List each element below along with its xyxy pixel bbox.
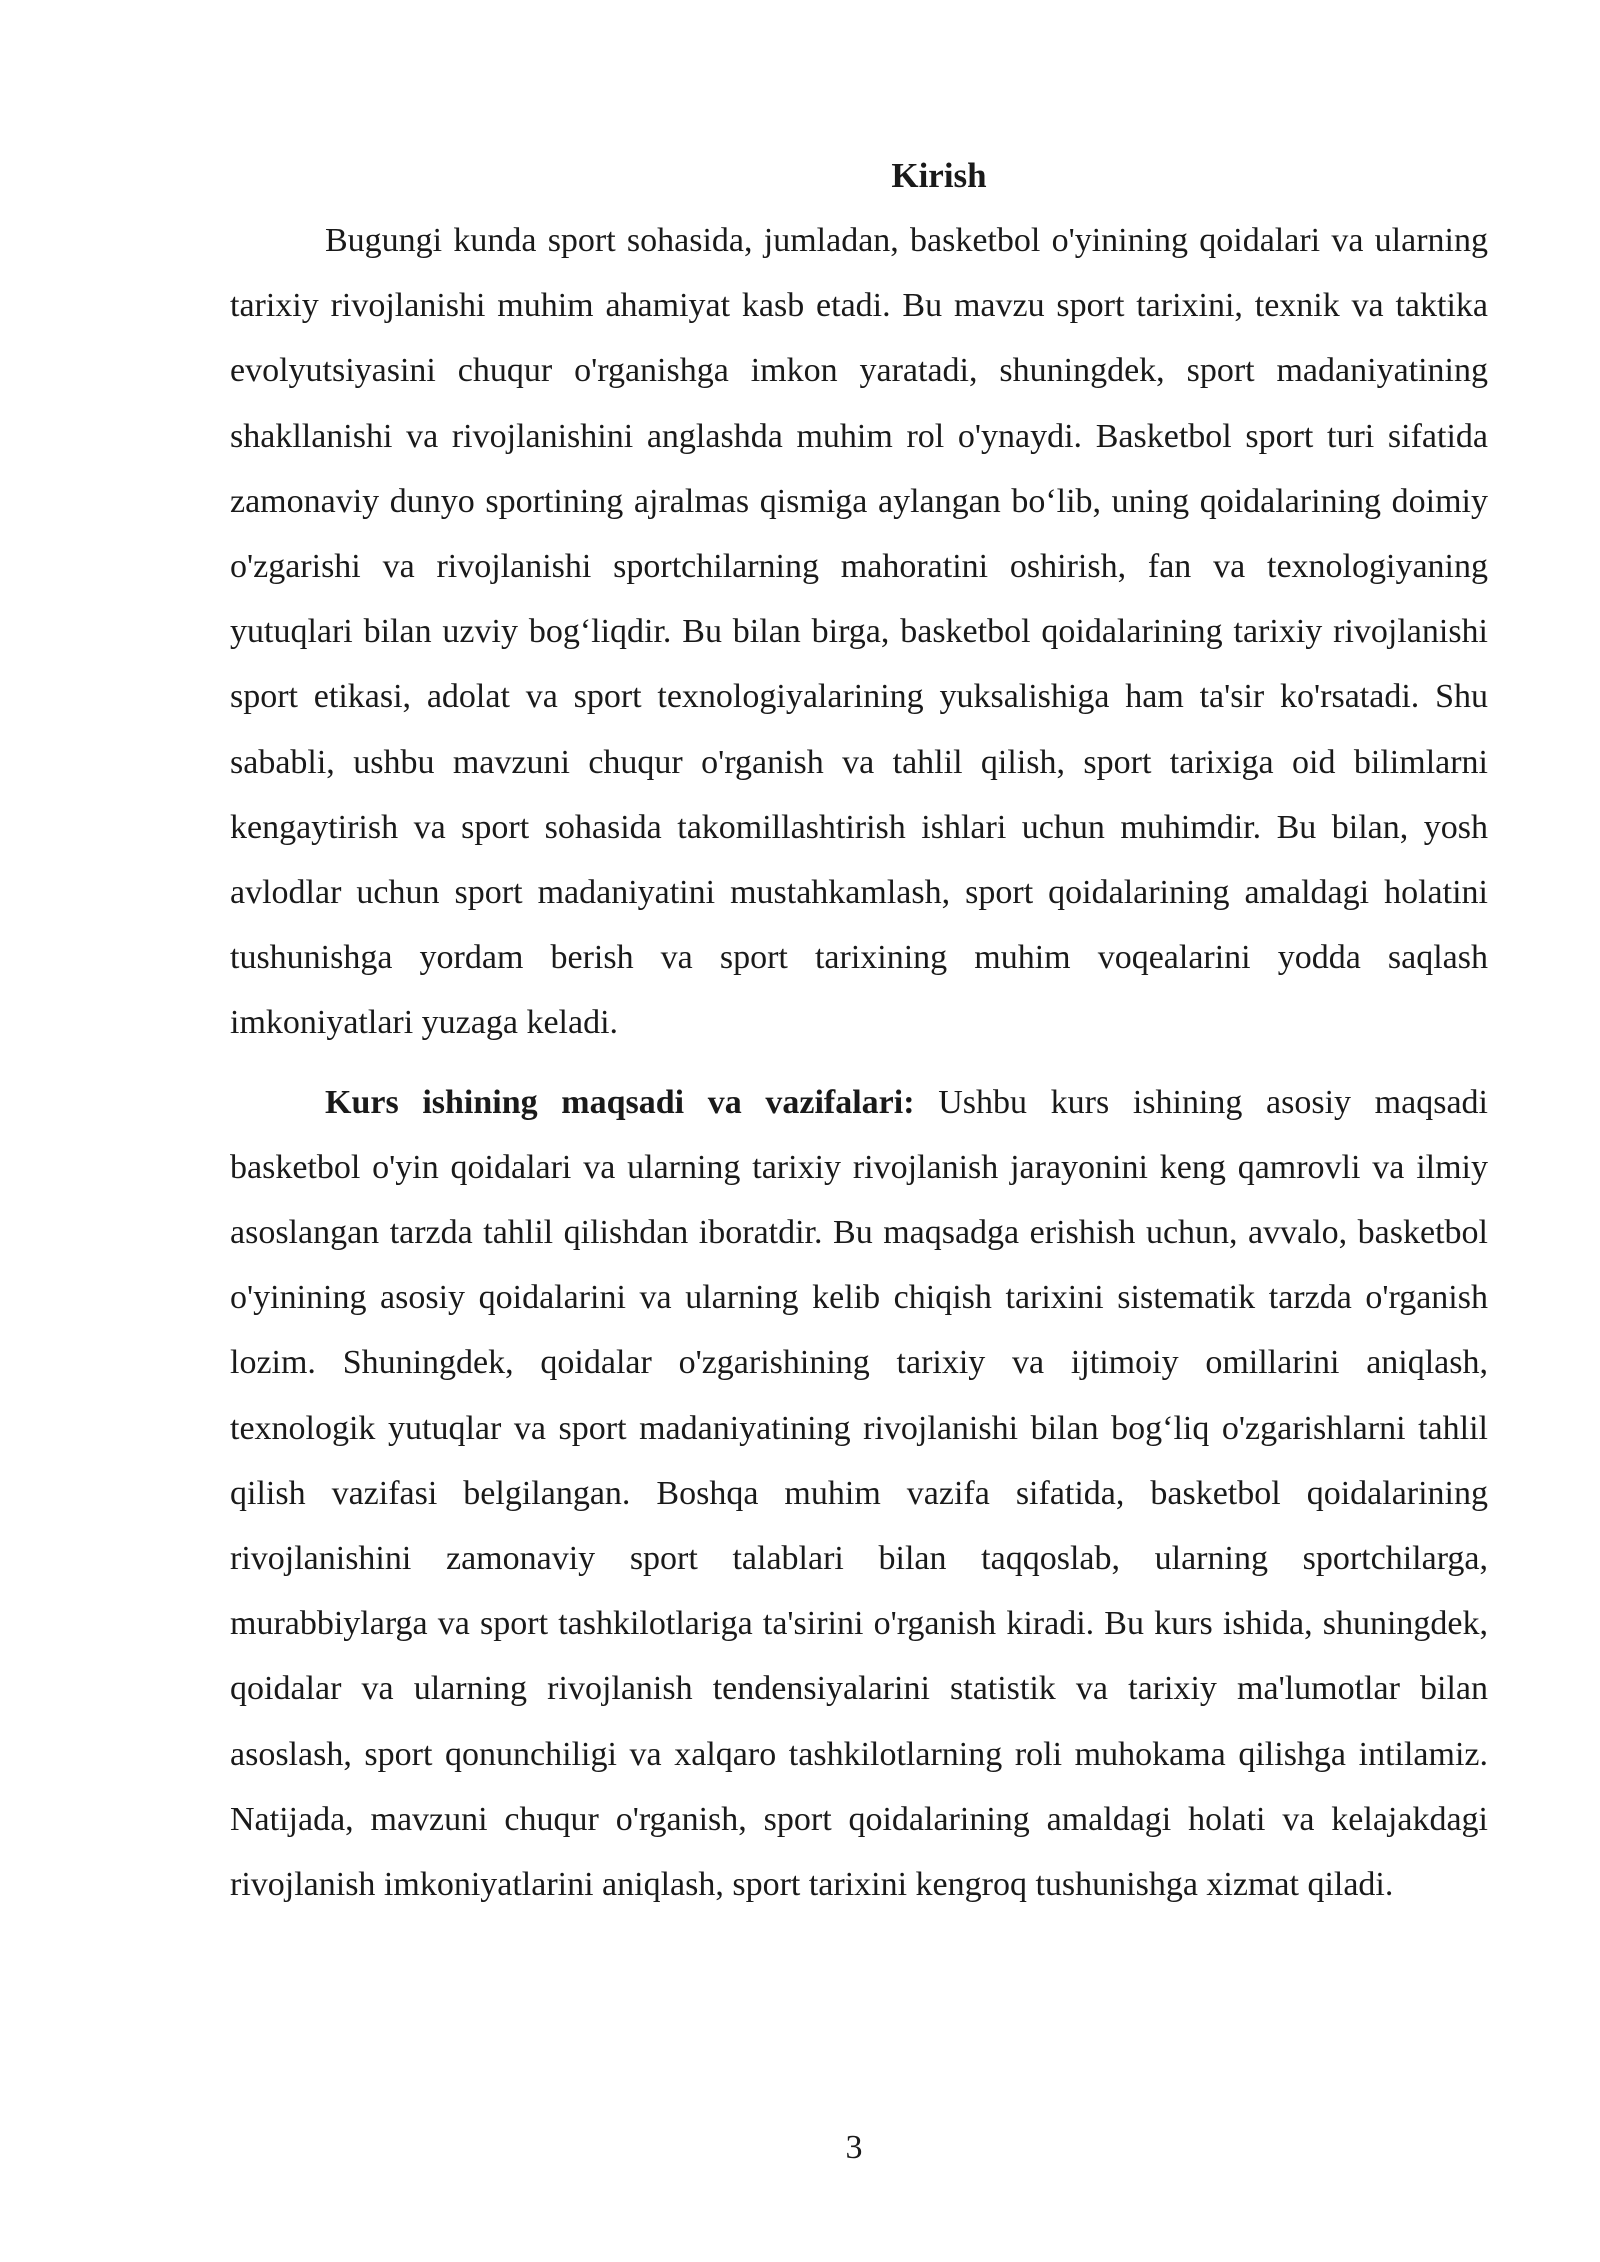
page-title: Kirish [891,156,987,195]
paragraph-introduction [230,208,1488,1056]
page-content [230,150,1488,1917]
paragraph-lead-heading: Kurs ishining maqsadi va vazifalari: [325,1083,915,1121]
paragraph-goals [230,1070,1488,1918]
page-number: 3 [845,2129,863,2166]
paragraph-text: Bugungi kunda sport sohasida, jumladan, basketbol o'yinining qoidalari va ularning tarixiy rivojlanishi muhim ahamiyat kasb etadi. Bu mavzu sport tarixini, texnik va taktika evolyutsiyasini chuqur o'rganishga imkon yaratadi, shuningdek, sport madaniyatining shakllanishi va rivojlanishini anglashda muhim rol o'ynaydi. Basketbol sport turi sifatida zamonaviy dunyo sportining ajralmas qismiga aylangan bo‘lib, uning qoidalarining doimiy o'zgarishi va rivojlanishi sportchilarning mahoratini oshirish, fan va texnologiyaning yutuqlari bilan uzviy bog‘liqdir. Bu bilan birga, basketbol qoidalarining tarixiy rivojlanishi sport etikasi, adolat va sport texnologiyalarining yuksalishiga ham ta'sir ko'rsatadi. Shu sababli, ushbu mavzuni chuqur o'rganish va tahlil qilish, sport tarixiga oid bilimlarni kengaytirish va sport sohasida takomillashtirish ishlari uchun muhimdir. Bu bilan, yosh avlodlar uchun sport madaniyatini mustahkamlash, sport qoidalarining amaldagi holatini tushunishga yordam berish va sport tarixining muhim voqealarini yodda saqlash imkoniyatlari yuzaga keladi. [230,222,1488,1042]
paragraph-text: Ushbu kurs ishining asosiy maqsadi basketbol o'yin qoidalari va ularning tarixiy rivojlanish jarayonini keng qamrovli va ilmiy asoslangan tarzda tahlil qilishdan iboratdir. Bu maqsadga erishish uchun, avvalo, basketbol o'yinining asosiy qoidalarini va ularning kelib chiqish tarixini sistematik tarzda o'rganish lozim. Shuningdek, qoidalar o'zgarishining tarixiy va ijtimoiy omillarini aniqlash, texnologik yutuqlar va sport madaniyatining rivojlanishi bilan bog‘liq o'zgarishlarni tahlil qilish vazifasi belgilangan. Boshqa muhim vazifa sifatida, basketbol qoidalarining rivojlanishini zamonaviy sport talablari bilan taqqoslab, ularning sportchilarga, murabbiylarga va sport tashkilotlariga ta'sirini o'rganish kiradi. Bu kurs ishida, shuningdek, qoidalar va ularning rivojlanish tendensiyalarini statistik va tarixiy ma'lumotlar bilan asoslash, sport qonunchiligi va xalqaro tashkilotlarning roli muhokama qilishga intilamiz. Natijada, mavzuni chuqur o'rganish, sport qoidalarining amaldagi holati va kelajakdagi rivojlanish imkoniyatlarini aniqlash, sport tarixini kengroq tushunishga xizmat qiladi. [230,1083,1488,1904]
